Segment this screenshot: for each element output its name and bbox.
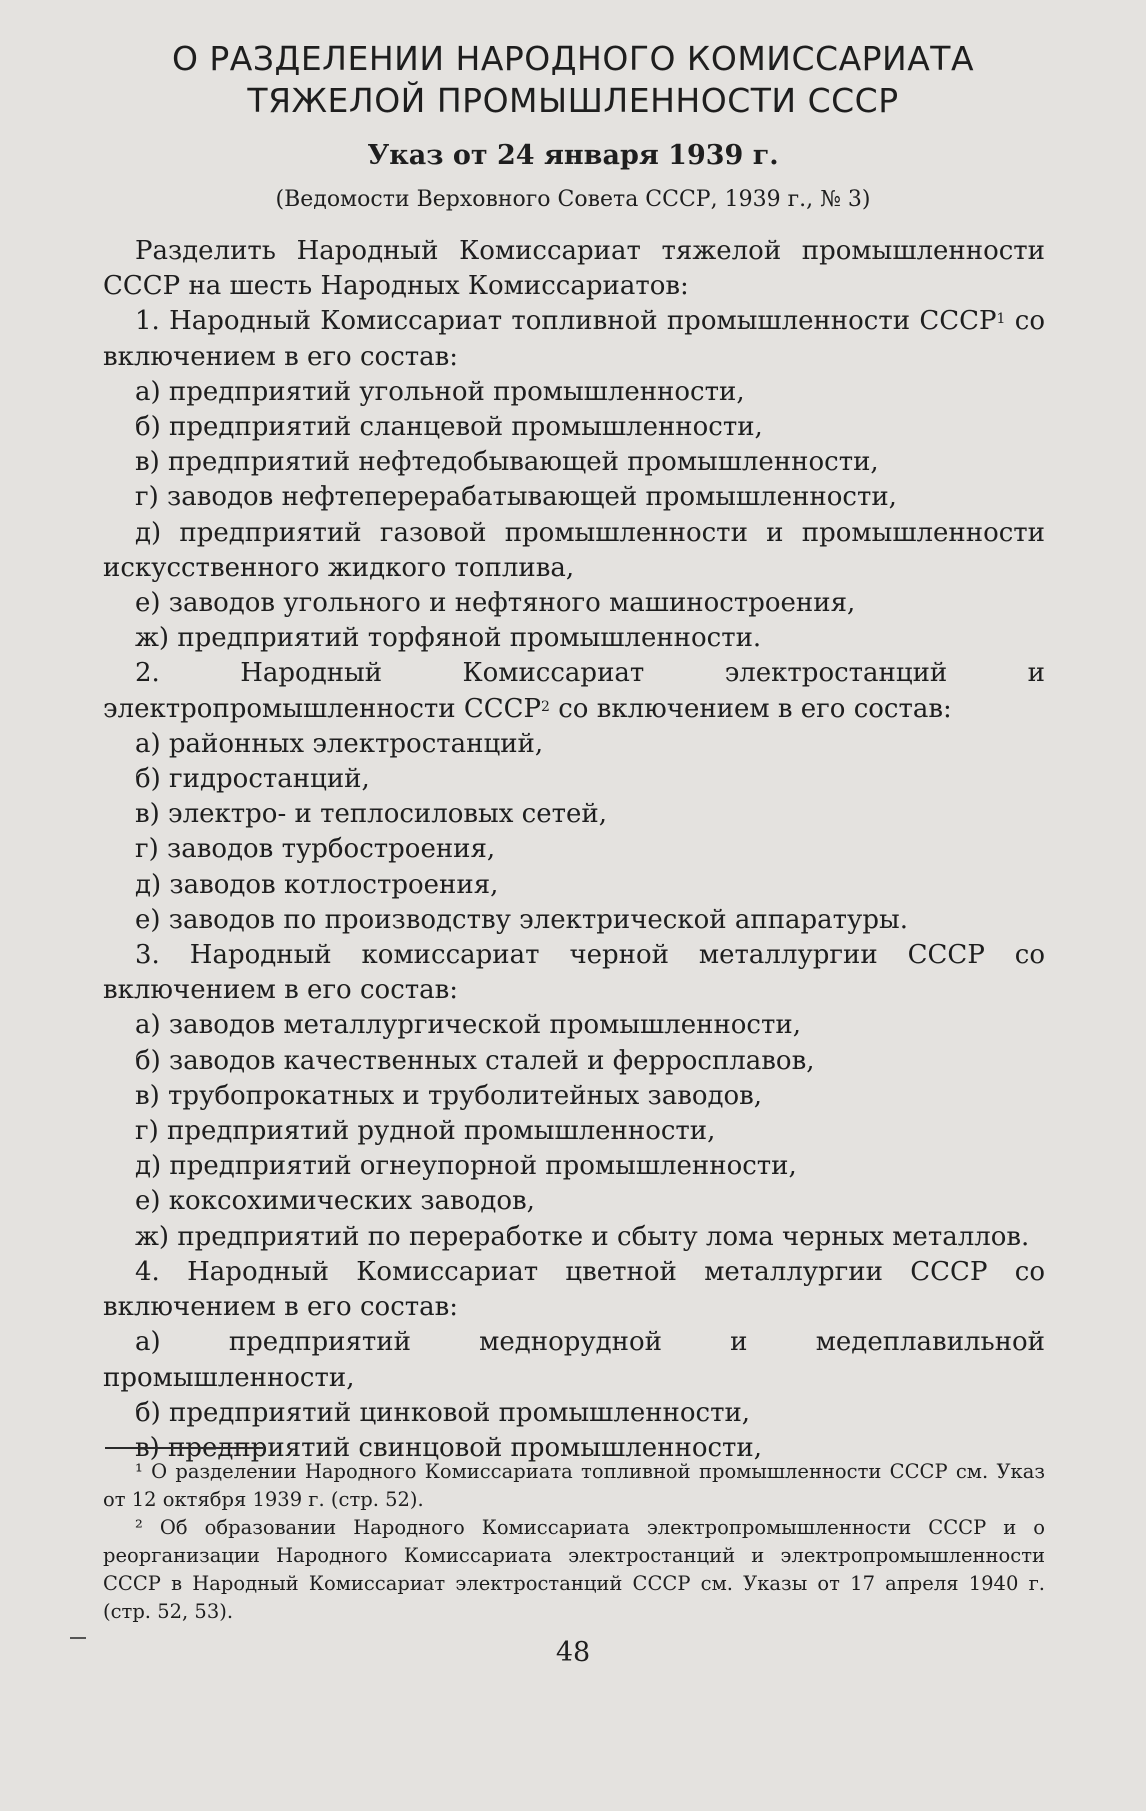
list-item: б) предприятий сланцевой промышленности, — [135, 412, 763, 443]
page-number: 48 — [555, 1637, 591, 1668]
list-item: в) предприятий свинцовой промышленности, — [135, 1432, 763, 1463]
list-item: б) заводов качественных сталей и ферросплавов, — [135, 1045, 815, 1076]
list-item: д) заводов котлостроения, — [135, 869, 499, 900]
list-item: г) предприятий рудной промышленности, — [135, 1116, 716, 1147]
section-2-heading — [103, 656, 1045, 726]
section-4-heading: 4. Народный Комиссариат цветной металлургии СССР со включением в его состав: — [103, 1256, 1045, 1323]
section-1-heading — [103, 304, 1045, 374]
list-item: ж) предприятий торфяной промышленности. — [135, 623, 762, 654]
list-item: д) предприятий газовой промышленности и промышленности искусственного жидкого топлива, — [103, 517, 1045, 583]
list-item: е) коксохимических заводов, — [135, 1186, 535, 1217]
section-2-heading-text: 2. Народный Комиссариат электростанций и электропромышленности СССР — [103, 658, 1045, 724]
section-1-heading-text: 1. Народный Комиссариат топливной промышленности СССР — [135, 306, 997, 337]
footnote-divider — [105, 1447, 263, 1449]
list-item: г) заводов турбостроения, — [135, 834, 496, 865]
intro-paragraph: Разделить Народный Комиссариат тяжелой промышленности СССР на шесть Народных Комиссариатов: — [103, 236, 1045, 302]
list-item: д) предприятий огнеупорной промышленности, — [135, 1151, 797, 1182]
decree-date: Указ от 24 января 1939 г. — [367, 140, 779, 171]
list-item: а) предприятий меднорудной и медеплавильной промышленности, — [103, 1327, 1045, 1393]
list-item: а) заводов металлургической промышленности, — [135, 1010, 801, 1041]
publication-source: (Ведомости Верховного Совета СССР, 1939 г., № 3) — [275, 187, 871, 212]
document-body — [103, 234, 1045, 1466]
list-item: а) районных электростанций, — [135, 728, 544, 759]
list-item: б) гидростанций, — [135, 764, 370, 795]
footnote-1: ¹ О разделении Народного Комиссариата топливной промышленности СССР см. Указ от 12 октября 1939 г. (стр. 52). — [103, 1460, 1045, 1511]
section-1-heading-tail: со включением в его состав: — [103, 306, 1045, 372]
section-3-heading: 3. Народный комиссариат черной металлургии СССР со включением в его состав: — [103, 940, 1045, 1006]
list-item: е) заводов по производству электрической аппаратуры. — [135, 904, 908, 935]
footnotes — [103, 1458, 1045, 1626]
list-item: а) предприятий угольной промышленности, — [135, 376, 745, 407]
list-item: е) заводов угольного и нефтяного машиностроения, — [135, 588, 856, 619]
list-item: в) электро- и теплосиловых сетей, — [135, 799, 607, 830]
section-2-heading-tail: со включением в его состав: — [549, 693, 952, 724]
list-item: в) трубопрокатных и труболитейных заводов, — [135, 1080, 763, 1111]
list-item: в) предприятий нефтедобывающей промышленности, — [135, 447, 879, 478]
footnote-2: ² Об образовании Народного Комиссариата электропромышленности СССР и о реорганизации Народного Комиссариата электростанций и электропромышленности СССР в Народный Комиссариат электростанций СССР см. Указы от 17 апреля 1940 г. (стр. 52, 53). — [103, 1516, 1045, 1623]
footnote-ref-2: 2 — [541, 698, 550, 715]
title-line-2: ТЯЖЕЛОЙ ПРОМЫШЛЕННОСТИ СССР — [247, 81, 899, 120]
list-item: б) предприятий цинковой промышленности, — [135, 1397, 751, 1428]
document-title — [100, 38, 1046, 122]
title-line-1: О РАЗДЕЛЕНИИ НАРОДНОГО КОМИССАРИАТА — [171, 39, 975, 78]
footnote-ref-1: 1 — [996, 311, 1006, 328]
list-item: г) заводов нефтеперерабатывающей промышленности, — [135, 482, 897, 513]
list-item: ж) предприятий по переработке и сбыту лома черных металлов. — [135, 1221, 1030, 1252]
